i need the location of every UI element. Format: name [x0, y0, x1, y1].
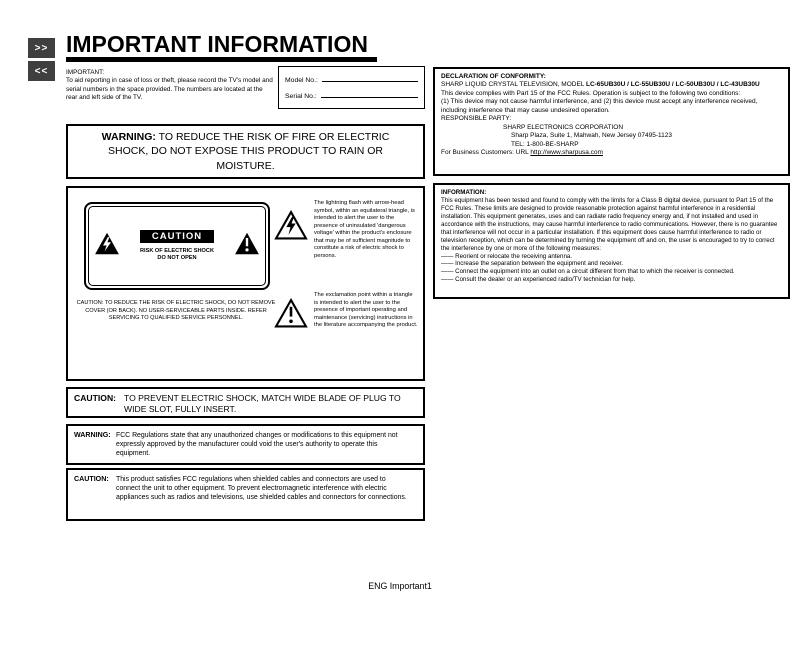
- serial-no-label: Serial No.:: [285, 93, 317, 100]
- information-box: [433, 183, 790, 299]
- measure-item: —— Reorient or relocate the receiving antenna.: [441, 252, 573, 260]
- next-page-button[interactable]: >>: [28, 38, 55, 58]
- exclamation-triangle-icon: [274, 298, 308, 333]
- responsible-address: Sharp Plaza, Suite 1, Mahwah, New Jersey 07495-1123: [511, 132, 673, 140]
- important-note-heading: IMPORTANT:: [66, 69, 105, 76]
- model-no-label: Model No.:: [285, 77, 318, 84]
- information-heading: INFORMATION:: [441, 189, 487, 196]
- warning-rain-text: TO REDUCE THE RISK OF FIRE OR ELECTRIC SHOCK, DO NOT EXPOSE THIS PRODUCT TO RAIN OR MOISTURE.: [108, 131, 390, 172]
- warning-fcc-box: [66, 424, 425, 465]
- declaration-conditions: (1) This device may not cause harmful interference, and (2) this device must accept any interference received, including interference that may cause undesired operation.: [441, 98, 758, 114]
- warning-rain-label: WARNING:: [101, 131, 156, 144]
- sharpusa-link[interactable]: http://www.sharpusa.com: [530, 148, 603, 156]
- measure-item: —— Connect the equipment into an outlet on a circuit different from that to which the receiver is connected.: [441, 268, 735, 276]
- model-no-row: [285, 73, 418, 89]
- business-customers-line: [441, 149, 782, 157]
- model-no-blank: [322, 73, 418, 82]
- caution-shielded-label: CAUTION:: [74, 475, 109, 483]
- exclamation-explanation: The exclamation point within a triangle is intended to alert the user to the presence of important operating and maintenance (servicing) instructions in the literature accompanying the product.: [314, 292, 418, 329]
- warning-fcc-label: WARNING:: [74, 431, 111, 439]
- model-serial-box: [278, 66, 425, 109]
- serial-no-blank: [321, 89, 418, 98]
- lightning-triangle-icon: [94, 232, 120, 260]
- business-customers-prefix: For Business Customers: URL: [441, 148, 531, 156]
- warning-fcc-text: FCC Regulations state that any unauthorized changes or modifications to this equipment not expressly approved by the manufacturer could void the user's authority to operate this equipment.: [116, 432, 398, 458]
- responsible-party-label: RESPONSIBLE PARTY:: [441, 115, 512, 123]
- declaration-compliance: This device complies with Part 15 of the FCC Rules. Operation is subject to the following two conditions:: [441, 89, 741, 97]
- title-underline: [66, 57, 377, 62]
- caution-label-inner: [88, 206, 266, 286]
- risk-of-shock-text: [140, 248, 214, 263]
- caution-plug-label: CAUTION:: [74, 393, 117, 403]
- lightning-explanation: The lightning flash with arrow-head symbol, within an equilateral triangle, is intended to alert the user to the presence of uninsulated 'dangerous voltage' within the product's enclosure that may be of sufficient magnitude to constitute a risk of electric shock to persons.: [314, 200, 415, 259]
- declaration-model-prefix: SHARP LIQUID CRYSTAL TELEVISION, MODEL: [441, 81, 586, 89]
- serial-no-row: [285, 89, 418, 105]
- measure-item: —— Consult the dealer or an experienced radio/TV technician for help.: [441, 276, 636, 284]
- exclamation-triangle-icon: [234, 232, 260, 260]
- caution-shielded-box: [66, 468, 425, 521]
- warning-rain-paragraph: [95, 130, 397, 173]
- caution-label: [84, 202, 270, 290]
- information-body: This equipment has been tested and found to comply with the limits for a Class B digital device, pursuant to Part 15 of the FCC Rules. These limits are designed to provide reasonable protection against harmful interference in a residential installation. This equipment generates, uses and can radiate radio frequency energy and, if not installed and used in accordance with the instructions, may cause harmful interference to radio communications. However, there is no guarantee that interference will not occur in a particular installation. If this equipment does cause harmful interference to radio or television reception, which can be determined by turning the equipment off and on, the user is encouraged to try to correct the interference by one or more of the following measures:: [441, 196, 778, 252]
- measure-item: —— Increase the separation between the equipment and receiver.: [441, 260, 623, 268]
- caution-label-center: [140, 230, 214, 263]
- risk-line2: DO NOT OPEN: [157, 255, 197, 261]
- important-note: [66, 69, 274, 103]
- risk-line1: RISK OF ELECTRIC SHOCK: [140, 247, 214, 254]
- caution-label-title: CAUTION: [140, 230, 214, 243]
- prev-page-button[interactable]: <<: [28, 61, 55, 81]
- declaration-of-conformity-box: [433, 67, 790, 176]
- caution-diagram-box: [66, 186, 425, 381]
- responsible-company: SHARP ELECTRONICS CORPORATION: [503, 123, 624, 131]
- caution-plug-box: [66, 387, 425, 418]
- important-note-body: To aid reporting in case of loss or theft, please record the TV's model and serial numbers in the space provided. The numbers are located at the rear and left side of the TV.: [66, 77, 273, 102]
- page-footer: ENG Important1: [368, 581, 432, 591]
- declaration-heading: DECLARATION OF CONFORMITY:: [441, 73, 546, 80]
- warning-rain-box: [66, 124, 425, 179]
- declaration-model-numbers: LC-65UB30U / LC-55UB30U / LC-50UB30U / LC-43UB30U: [585, 81, 760, 89]
- declaration-model-line: [441, 81, 782, 89]
- responsible-tel: TEL: 1-800-BE-SHARP: [511, 140, 579, 148]
- caution-plug-text: TO PREVENT ELECTRIC SHOCK, MATCH WIDE BLADE OF PLUG TO WIDE SLOT, FULLY INSERT.: [124, 393, 401, 415]
- caution-shielded-text: This product satisfies FCC regulations when shielded cables and connectors are used to connect the unit to other equipment. To prevent electromagnetic interference with electric appliances such as radios and televisions, use shielded cables and connectors for connections.: [116, 476, 407, 502]
- lightning-triangle-icon: [274, 210, 308, 245]
- page-title: IMPORTANT INFORMATION: [66, 31, 368, 57]
- caution-cover-text: CAUTION: TO REDUCE THE RISK OF ELECTRIC SHOCK, DO NOT REMOVE COVER (OR BACK). NO USER-SERVICEABLE PARTS INSIDE. REFER SERVICING TO QUALIFIED SERVICE PERSONNEL.: [76, 300, 276, 322]
